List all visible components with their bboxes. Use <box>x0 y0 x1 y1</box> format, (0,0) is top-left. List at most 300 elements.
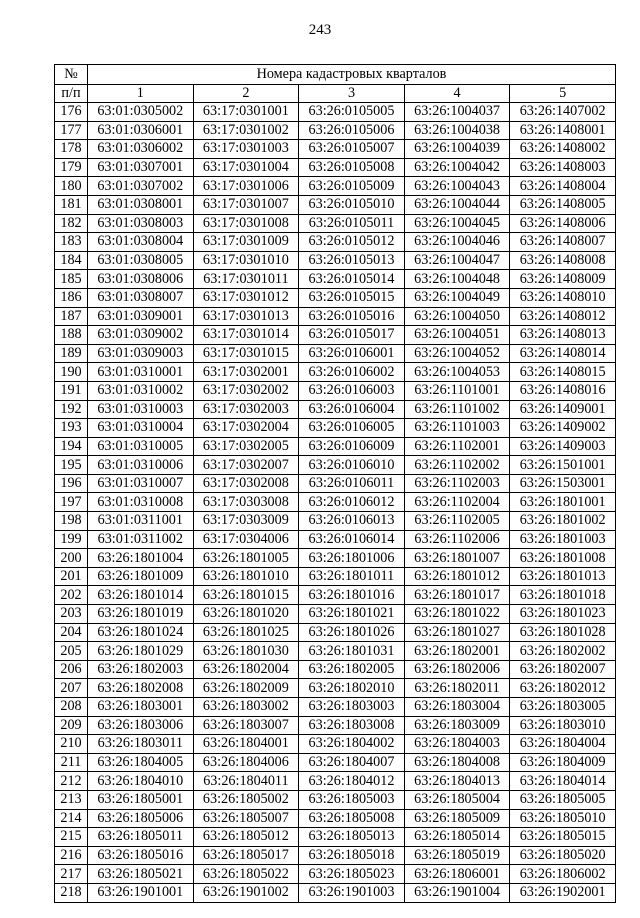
cadastral-number-cell: 63:01:0310001 <box>88 363 194 382</box>
cadastral-number-cell: 63:26:1801023 <box>510 605 616 624</box>
cadastral-number-cell: 63:26:1803011 <box>88 735 194 754</box>
cadastral-number-cell: 63:17:0301014 <box>193 326 299 345</box>
column-number: 3 <box>299 85 405 103</box>
table-row <box>55 344 616 363</box>
cadastral-number-cell: 63:17:0301015 <box>193 344 299 363</box>
row-number-cell: 177 <box>55 121 88 140</box>
cadastral-number-cell: 63:01:0309002 <box>88 326 194 345</box>
table-row <box>55 493 616 512</box>
cadastral-number-cell: 63:26:0106012 <box>299 493 405 512</box>
cadastral-number-cell: 63:26:1802002 <box>510 642 616 661</box>
cadastral-number-cell: 63:01:0306002 <box>88 140 194 159</box>
cadastral-number-cell: 63:26:1408010 <box>510 288 616 307</box>
cadastral-number-cell: 63:17:0303009 <box>193 512 299 531</box>
cadastral-number-cell: 63:26:1801026 <box>299 623 405 642</box>
cadastral-number-cell: 63:26:1409003 <box>510 437 616 456</box>
cadastral-number-cell: 63:26:1805015 <box>510 828 616 847</box>
row-number-cell: 212 <box>55 772 88 791</box>
cadastral-number-cell: 63:17:0301004 <box>193 158 299 177</box>
cadastral-number-cell: 63:26:1801002 <box>510 512 616 531</box>
table-row <box>55 158 616 177</box>
table-row <box>55 307 616 326</box>
cadastral-number-cell: 63:26:1805006 <box>88 809 194 828</box>
cadastral-number-cell: 63:26:1804003 <box>404 735 510 754</box>
cadastral-number-cell: 63:26:1803001 <box>88 698 194 717</box>
table-row <box>55 381 616 400</box>
cadastral-number-cell: 63:17:0301011 <box>193 270 299 289</box>
cadastral-number-cell: 63:01:0310007 <box>88 474 194 493</box>
cadastral-number-cell: 63:26:1801012 <box>404 567 510 586</box>
row-number-cell: 179 <box>55 158 88 177</box>
cadastral-number-cell: 63:26:1801020 <box>193 605 299 624</box>
row-number-cell: 189 <box>55 344 88 363</box>
table-row <box>55 679 616 698</box>
cadastral-number-cell: 63:01:0310006 <box>88 456 194 475</box>
row-number-cell: 203 <box>55 605 88 624</box>
table-row <box>55 251 616 270</box>
cadastral-number-cell: 63:17:0301010 <box>193 251 299 270</box>
cadastral-number-cell: 63:01:0308005 <box>88 251 194 270</box>
cadastral-number-cell: 63:26:1801005 <box>193 549 299 568</box>
cadastral-number-cell: 63:26:1801006 <box>299 549 405 568</box>
cadastral-number-cell: 63:26:1004052 <box>404 344 510 363</box>
cadastral-number-cell: 63:26:1802003 <box>88 660 194 679</box>
table-row <box>55 214 616 233</box>
cadastral-number-cell: 63:26:1801010 <box>193 567 299 586</box>
cadastral-number-cell: 63:26:1101002 <box>404 400 510 419</box>
cadastral-number-cell: 63:26:1801009 <box>88 567 194 586</box>
cadastral-number-cell: 63:26:0105013 <box>299 251 405 270</box>
cadastral-number-cell: 63:26:1801029 <box>88 642 194 661</box>
row-number-cell: 195 <box>55 456 88 475</box>
cadastral-number-cell: 63:26:1801015 <box>193 586 299 605</box>
cadastral-number-cell: 63:26:1004043 <box>404 177 510 196</box>
cadastral-number-cell: 63:26:1901001 <box>88 883 194 902</box>
cadastral-number-cell: 63:01:0306001 <box>88 121 194 140</box>
cadastral-number-cell: 63:26:1804013 <box>404 772 510 791</box>
cadastral-number-cell: 63:26:1901002 <box>193 883 299 902</box>
cadastral-number-cell: 63:26:1803008 <box>299 716 405 735</box>
cadastral-number-cell: 63:26:1407002 <box>510 103 616 122</box>
cadastral-number-cell: 63:26:1804012 <box>299 772 405 791</box>
table-row <box>55 512 616 531</box>
row-number-cell: 194 <box>55 437 88 456</box>
table-row <box>55 474 616 493</box>
row-number-cell: 186 <box>55 288 88 307</box>
column-number: 1 <box>88 85 194 103</box>
cadastral-number-cell: 63:26:1805017 <box>193 846 299 865</box>
table-row <box>55 233 616 252</box>
cadastral-number-cell: 63:01:0305002 <box>88 103 194 122</box>
column-number: 4 <box>404 85 510 103</box>
cadastral-number-cell: 63:26:1801021 <box>299 605 405 624</box>
cadastral-number-cell: 63:17:0301008 <box>193 214 299 233</box>
row-number-cell: 181 <box>55 195 88 214</box>
cadastral-number-cell: 63:26:1805001 <box>88 790 194 809</box>
cadastral-number-cell: 63:26:1801008 <box>510 549 616 568</box>
cadastral-number-cell: 63:26:1806001 <box>404 865 510 884</box>
table-row <box>55 883 616 902</box>
cadastral-number-cell: 63:26:1805003 <box>299 790 405 809</box>
cadastral-number-cell: 63:17:0302008 <box>193 474 299 493</box>
cadastral-number-cell: 63:26:1004038 <box>404 121 510 140</box>
cadastral-number-cell: 63:26:1801013 <box>510 567 616 586</box>
cadastral-number-cell: 63:26:1805019 <box>404 846 510 865</box>
cadastral-number-cell: 63:26:1801027 <box>404 623 510 642</box>
cadastral-number-cell: 63:26:1804004 <box>510 735 616 754</box>
table-row <box>55 270 616 289</box>
row-number-cell: 185 <box>55 270 88 289</box>
header-number-sign: № <box>55 65 88 85</box>
cadastral-number-cell: 63:26:1801003 <box>510 530 616 549</box>
cadastral-number-cell: 63:26:1801011 <box>299 567 405 586</box>
cadastral-number-cell: 63:01:0308006 <box>88 270 194 289</box>
cadastral-number-cell: 63:26:1802008 <box>88 679 194 698</box>
row-number-cell: 200 <box>55 549 88 568</box>
cadastral-number-cell: 63:26:1802001 <box>404 642 510 661</box>
cadastral-number-cell: 63:26:0105010 <box>299 195 405 214</box>
cadastral-number-cell: 63:26:1408008 <box>510 251 616 270</box>
table-row <box>55 177 616 196</box>
cadastral-number-cell: 63:26:1803010 <box>510 716 616 735</box>
cadastral-number-cell: 63:01:0309001 <box>88 307 194 326</box>
row-number-cell: 218 <box>55 883 88 902</box>
table-row <box>55 623 616 642</box>
cadastral-number-cell: 63:26:1101003 <box>404 419 510 438</box>
cadastral-number-cell: 63:26:1805010 <box>510 809 616 828</box>
table-row <box>55 326 616 345</box>
cadastral-number-cell: 63:26:1803003 <box>299 698 405 717</box>
row-number-cell: 199 <box>55 530 88 549</box>
table-row <box>55 809 616 828</box>
cadastral-number-cell: 63:26:1801028 <box>510 623 616 642</box>
cadastral-number-cell: 63:26:1102001 <box>404 437 510 456</box>
cadastral-number-cell: 63:01:0308004 <box>88 233 194 252</box>
cadastral-number-cell: 63:26:1408007 <box>510 233 616 252</box>
cadastral-number-cell: 63:26:1408014 <box>510 344 616 363</box>
cadastral-number-cell: 63:26:0106010 <box>299 456 405 475</box>
cadastral-number-cell: 63:17:0302001 <box>193 363 299 382</box>
table-row <box>55 828 616 847</box>
cadastral-number-cell: 63:17:0302004 <box>193 419 299 438</box>
cadastral-number-cell: 63:26:1805023 <box>299 865 405 884</box>
table-row <box>55 790 616 809</box>
cadastral-number-cell: 63:17:0304006 <box>193 530 299 549</box>
cadastral-number-cell: 63:26:1805004 <box>404 790 510 809</box>
cadastral-number-cell: 63:26:0106005 <box>299 419 405 438</box>
cadastral-number-cell: 63:26:1804008 <box>404 753 510 772</box>
cadastral-number-cell: 63:17:0301012 <box>193 288 299 307</box>
table-row <box>55 716 616 735</box>
cadastral-number-cell: 63:26:1408001 <box>510 121 616 140</box>
cadastral-number-cell: 63:26:0105006 <box>299 121 405 140</box>
cadastral-number-cell: 63:01:0308001 <box>88 195 194 214</box>
cadastral-number-cell: 63:26:1409001 <box>510 400 616 419</box>
table-row <box>55 103 616 122</box>
cadastral-number-cell: 63:26:0105008 <box>299 158 405 177</box>
table-row <box>55 586 616 605</box>
cadastral-number-cell: 63:26:1804009 <box>510 753 616 772</box>
table-row <box>55 437 616 456</box>
table-row <box>55 846 616 865</box>
cadastral-number-cell: 63:01:0308007 <box>88 288 194 307</box>
cadastral-number-cell: 63:26:1004053 <box>404 363 510 382</box>
cadastral-number-cell: 63:26:1801025 <box>193 623 299 642</box>
cadastral-number-cell: 63:26:1804014 <box>510 772 616 791</box>
cadastral-number-cell: 63:26:1409002 <box>510 419 616 438</box>
table-row <box>55 865 616 884</box>
cadastral-number-cell: 63:26:1004039 <box>404 140 510 159</box>
table-row <box>55 121 616 140</box>
cadastral-number-cell: 63:26:1802010 <box>299 679 405 698</box>
column-number: 2 <box>193 85 299 103</box>
cadastral-number-cell: 63:26:0105012 <box>299 233 405 252</box>
cadastral-number-cell: 63:26:1408009 <box>510 270 616 289</box>
cadastral-number-cell: 63:26:1801001 <box>510 493 616 512</box>
cadastral-number-cell: 63:26:1801016 <box>299 586 405 605</box>
cadastral-number-cell: 63:26:1805022 <box>193 865 299 884</box>
cadastral-number-cell: 63:26:1803005 <box>510 698 616 717</box>
cadastral-number-cell: 63:26:1805018 <box>299 846 405 865</box>
cadastral-number-cell: 63:01:0310008 <box>88 493 194 512</box>
cadastral-number-cell: 63:17:0301009 <box>193 233 299 252</box>
cadastral-number-cell: 63:26:1802011 <box>404 679 510 698</box>
cadastral-number-cell: 63:26:0106011 <box>299 474 405 493</box>
table-row <box>55 363 616 382</box>
cadastral-number-cell: 63:26:1801019 <box>88 605 194 624</box>
cadastral-number-cell: 63:26:1408003 <box>510 158 616 177</box>
row-number-cell: 213 <box>55 790 88 809</box>
cadastral-number-cell: 63:26:1804006 <box>193 753 299 772</box>
cadastral-number-cell: 63:01:0309003 <box>88 344 194 363</box>
cadastral-number-cell: 63:26:1408006 <box>510 214 616 233</box>
cadastral-number-cell: 63:26:1804011 <box>193 772 299 791</box>
row-number-cell: 205 <box>55 642 88 661</box>
header-group-title: Номера кадастровых кварталов <box>88 65 616 85</box>
cadastral-number-cell: 63:26:1503001 <box>510 474 616 493</box>
cadastral-number-cell: 63:26:1102003 <box>404 474 510 493</box>
cadastral-number-cell: 63:26:1902001 <box>510 883 616 902</box>
row-number-cell: 178 <box>55 140 88 159</box>
cadastral-number-cell: 63:17:0303008 <box>193 493 299 512</box>
cadastral-number-cell: 63:26:1802009 <box>193 679 299 698</box>
cadastral-number-cell: 63:26:1801017 <box>404 586 510 605</box>
table-row <box>55 660 616 679</box>
row-number-cell: 214 <box>55 809 88 828</box>
cadastral-number-cell: 63:26:0106009 <box>299 437 405 456</box>
cadastral-number-cell: 63:26:1801014 <box>88 586 194 605</box>
cadastral-number-cell: 63:01:0311002 <box>88 530 194 549</box>
cadastral-number-cell: 63:26:1803004 <box>404 698 510 717</box>
cadastral-number-cell: 63:26:1408016 <box>510 381 616 400</box>
cadastral-number-cell: 63:26:1102002 <box>404 456 510 475</box>
cadastral-number-cell: 63:26:1806002 <box>510 865 616 884</box>
cadastral-number-cell: 63:26:1004044 <box>404 195 510 214</box>
cadastral-number-cell: 63:26:1102005 <box>404 512 510 531</box>
table-row <box>55 753 616 772</box>
table-row <box>55 735 616 754</box>
cadastral-number-cell: 63:01:0310004 <box>88 419 194 438</box>
cadastral-number-cell: 63:26:1408005 <box>510 195 616 214</box>
cadastral-number-cell: 63:01:0310003 <box>88 400 194 419</box>
cadastral-number-cell: 63:17:0301006 <box>193 177 299 196</box>
cadastral-number-cell: 63:01:0307001 <box>88 158 194 177</box>
cadastral-number-cell: 63:26:1805020 <box>510 846 616 865</box>
cadastral-number-cell: 63:26:1801022 <box>404 605 510 624</box>
cadastral-number-cell: 63:26:1803009 <box>404 716 510 735</box>
cadastral-number-cell: 63:26:1804010 <box>88 772 194 791</box>
cadastral-number-cell: 63:26:1101001 <box>404 381 510 400</box>
row-number-cell: 198 <box>55 512 88 531</box>
row-number-cell: 208 <box>55 698 88 717</box>
row-number-cell: 211 <box>55 753 88 772</box>
cadastral-number-cell: 63:26:1801024 <box>88 623 194 642</box>
row-number-cell: 201 <box>55 567 88 586</box>
cadastral-number-cell: 63:26:0106013 <box>299 512 405 531</box>
row-number-cell: 196 <box>55 474 88 493</box>
table-row <box>55 288 616 307</box>
cadastral-number-cell: 63:01:0308003 <box>88 214 194 233</box>
cadastral-number-cell: 63:26:0105007 <box>299 140 405 159</box>
cadastral-number-cell: 63:26:0106003 <box>299 381 405 400</box>
cadastral-number-cell: 63:17:0301003 <box>193 140 299 159</box>
row-number-cell: 206 <box>55 660 88 679</box>
row-number-cell: 191 <box>55 381 88 400</box>
row-number-cell: 193 <box>55 419 88 438</box>
cadastral-number-cell: 63:17:0301013 <box>193 307 299 326</box>
cadastral-number-cell: 63:26:1004046 <box>404 233 510 252</box>
cadastral-number-cell: 63:26:1004042 <box>404 158 510 177</box>
cadastral-number-cell: 63:26:1004048 <box>404 270 510 289</box>
row-number-cell: 183 <box>55 233 88 252</box>
cadastral-number-cell: 63:17:0302005 <box>193 437 299 456</box>
table-row <box>55 400 616 419</box>
cadastral-number-cell: 63:26:1803002 <box>193 698 299 717</box>
cadastral-number-cell: 63:26:1802012 <box>510 679 616 698</box>
cadastral-number-cell: 63:26:1102006 <box>404 530 510 549</box>
table-row <box>55 549 616 568</box>
cadastral-number-cell: 63:26:1501001 <box>510 456 616 475</box>
cadastral-number-cell: 63:26:1004045 <box>404 214 510 233</box>
cadastral-number-cell: 63:26:0106002 <box>299 363 405 382</box>
cadastral-number-cell: 63:26:1901003 <box>299 883 405 902</box>
cadastral-number-cell: 63:26:1802007 <box>510 660 616 679</box>
cadastral-number-cell: 63:26:0105016 <box>299 307 405 326</box>
cadastral-number-cell: 63:26:1804007 <box>299 753 405 772</box>
cadastral-number-cell: 63:26:1408015 <box>510 363 616 382</box>
table-row <box>55 530 616 549</box>
cadastral-number-cell: 63:26:1802004 <box>193 660 299 679</box>
page-number: 243 <box>308 22 332 38</box>
cadastral-number-cell: 63:26:0106001 <box>299 344 405 363</box>
cadastral-number-cell: 63:26:1805011 <box>88 828 194 847</box>
cadastral-number-cell: 63:26:1801031 <box>299 642 405 661</box>
row-number-cell: 202 <box>55 586 88 605</box>
row-number-cell: 182 <box>55 214 88 233</box>
cadastral-number-cell: 63:26:1408012 <box>510 307 616 326</box>
row-number-cell: 190 <box>55 363 88 382</box>
row-number-cell: 204 <box>55 623 88 642</box>
row-number-cell: 188 <box>55 326 88 345</box>
cadastral-number-cell: 63:26:0105017 <box>299 326 405 345</box>
cadastral-number-cell: 63:26:0105014 <box>299 270 405 289</box>
table-body <box>55 103 616 903</box>
table-row <box>55 642 616 661</box>
cadastral-number-cell: 63:26:1004037 <box>404 103 510 122</box>
cadastral-number-cell: 63:26:0105009 <box>299 177 405 196</box>
table-row <box>55 772 616 791</box>
row-number-cell: 216 <box>55 846 88 865</box>
cadastral-number-cell: 63:26:1805007 <box>193 809 299 828</box>
cadastral-number-cell: 63:26:1802006 <box>404 660 510 679</box>
cadastral-number-cell: 63:26:1408004 <box>510 177 616 196</box>
cadastral-number-cell: 63:26:1803007 <box>193 716 299 735</box>
row-number-cell: 180 <box>55 177 88 196</box>
table-row <box>55 195 616 214</box>
cadastral-number-cell: 63:26:1801018 <box>510 586 616 605</box>
cadastral-number-cell: 63:01:0310002 <box>88 381 194 400</box>
table-row <box>55 567 616 586</box>
cadastral-number-cell: 63:26:1901004 <box>404 883 510 902</box>
cadastral-number-cell: 63:26:0106014 <box>299 530 405 549</box>
cadastral-quarters-table <box>54 64 616 903</box>
cadastral-number-cell: 63:26:1102004 <box>404 493 510 512</box>
cadastral-number-cell: 63:26:1004049 <box>404 288 510 307</box>
cadastral-number-cell: 63:26:1004051 <box>404 326 510 345</box>
table-row <box>55 140 616 159</box>
cadastral-number-cell: 63:17:0301002 <box>193 121 299 140</box>
cadastral-number-cell: 63:26:1801004 <box>88 549 194 568</box>
cadastral-number-cell: 63:01:0307002 <box>88 177 194 196</box>
cadastral-number-cell: 63:17:0302002 <box>193 381 299 400</box>
cadastral-number-cell: 63:26:1805008 <box>299 809 405 828</box>
cadastral-number-cell: 63:26:1801007 <box>404 549 510 568</box>
cadastral-number-cell: 63:26:1004050 <box>404 307 510 326</box>
row-number-cell: 207 <box>55 679 88 698</box>
cadastral-number-cell: 63:17:0301007 <box>193 195 299 214</box>
table-row <box>55 419 616 438</box>
row-number-cell: 215 <box>55 828 88 847</box>
row-number-cell: 217 <box>55 865 88 884</box>
row-number-cell: 184 <box>55 251 88 270</box>
cadastral-number-cell: 63:17:0302003 <box>193 400 299 419</box>
cadastral-number-cell: 63:26:0105011 <box>299 214 405 233</box>
table-row <box>55 698 616 717</box>
row-number-cell: 187 <box>55 307 88 326</box>
cadastral-number-cell: 63:26:0106004 <box>299 400 405 419</box>
cadastral-number-cell: 63:26:1805021 <box>88 865 194 884</box>
cadastral-number-cell: 63:26:1801030 <box>193 642 299 661</box>
cadastral-number-cell: 63:26:1004047 <box>404 251 510 270</box>
row-number-cell: 210 <box>55 735 88 754</box>
cadastral-number-cell: 63:26:1803006 <box>88 716 194 735</box>
cadastral-number-cell: 63:26:1804005 <box>88 753 194 772</box>
cadastral-number-cell: 63:26:1805009 <box>404 809 510 828</box>
header-pp: п/п <box>55 85 88 103</box>
cadastral-number-cell: 63:26:1804001 <box>193 735 299 754</box>
cadastral-number-cell: 63:26:1805013 <box>299 828 405 847</box>
cadastral-number-cell: 63:26:0105015 <box>299 288 405 307</box>
table-row <box>55 605 616 624</box>
cadastral-number-cell: 63:26:1408002 <box>510 140 616 159</box>
cadastral-number-cell: 63:26:1805002 <box>193 790 299 809</box>
column-number: 5 <box>510 85 616 103</box>
cadastral-number-cell: 63:01:0310005 <box>88 437 194 456</box>
cadastral-number-cell: 63:26:1802005 <box>299 660 405 679</box>
cadastral-number-cell: 63:26:1804002 <box>299 735 405 754</box>
cadastral-number-cell: 63:26:1408013 <box>510 326 616 345</box>
cadastral-number-cell: 63:26:1805014 <box>404 828 510 847</box>
